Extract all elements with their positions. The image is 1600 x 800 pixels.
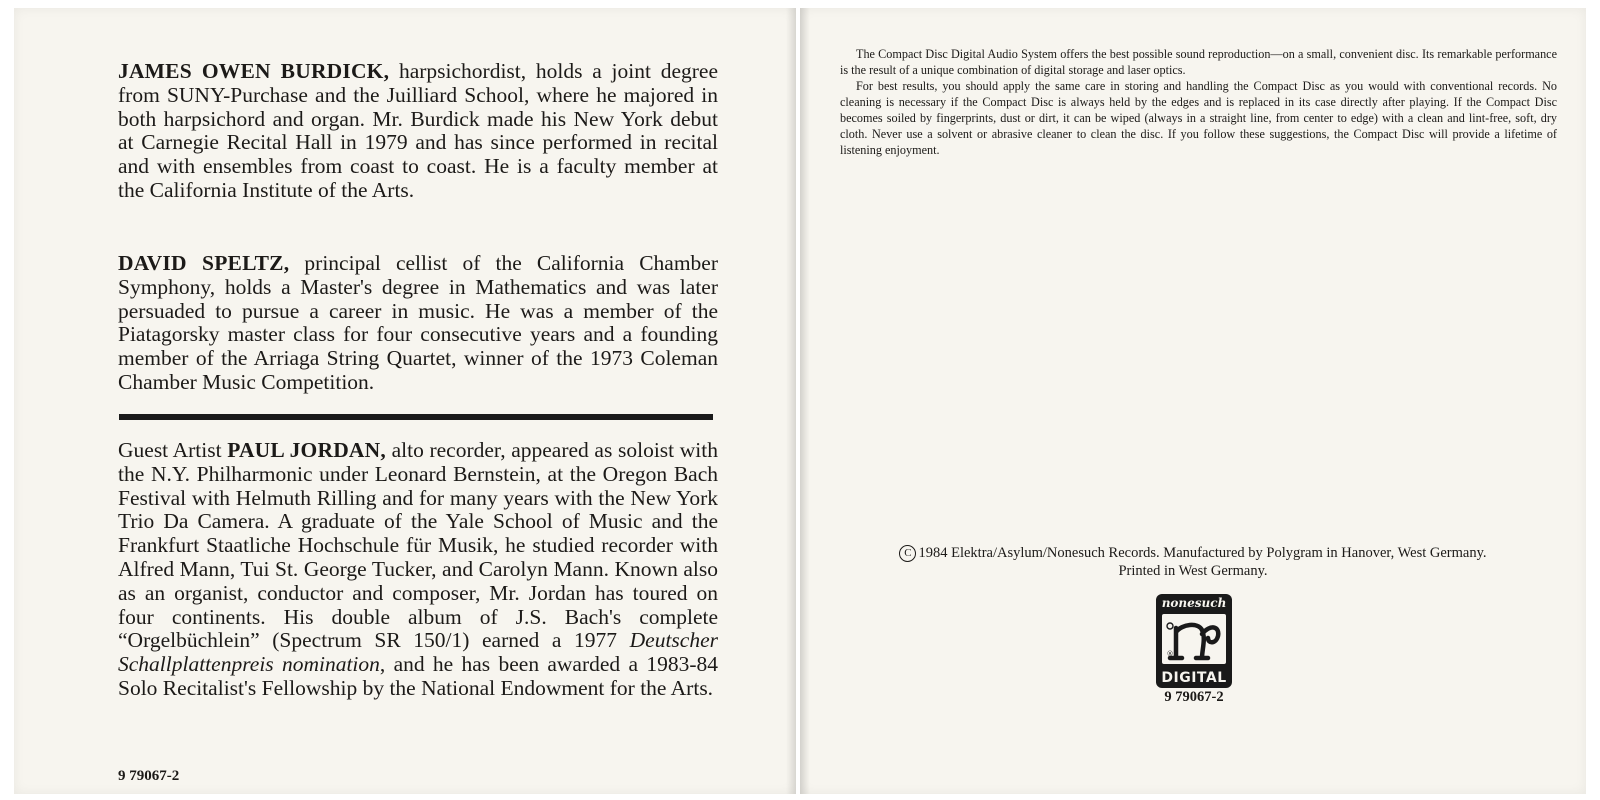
right-page	[800, 8, 1586, 794]
catalog-number: 9 79067-2	[1164, 689, 1224, 705]
catalog-number: 9 79067-2	[118, 768, 180, 784]
bio-name: DAVID SPELTZ,	[118, 251, 290, 275]
copyright-block	[820, 544, 1566, 580]
care-paragraph-2: For best results, you should apply the same care in storing and handling the Compact Disc as you would with conventional records. No cleaning is necessary if the Compact Disc is always held by the edges and is replaced in its case directly after playing. If the Compact Disc becomes soiled by fingerprints, dust or dirt, it can be wiped (always in a straight line, from center to edge) with a clean and lint-free, soft, dry cloth. Never use a solvent or abrasive cleaner to clean the disc. If you follow these suggestions, the Compact Disc will provide a lifetime of listening enjoyment.	[840, 79, 1557, 157]
bio-jordan	[118, 439, 718, 701]
bio-text: harpsichordist, holds a joint degree from SUNY-Purchase and the Juilliard School, where he majored in both harpsichord and organ. Mr. Burdick made his New York debut at Carnegie Recital Hall in 1979 and has since performed in recital and with ensembles from coast to coast. He is a faculty member at the California Institute of the Arts.	[118, 59, 718, 202]
bio-name: JAMES OWEN BURDICK,	[118, 59, 390, 83]
bio-speltz	[118, 252, 718, 395]
logo-badge	[1156, 594, 1232, 688]
copyright-text: 1984 Elektra/Asylum/Nonesuch Records. Manufactured by Polygram in Hanover, West Germany.	[918, 545, 1487, 561]
logo-wordmark: nonesuch	[1161, 596, 1227, 610]
bio-text: alto recorder, appeared as soloist with the N.Y. Philharmonic under Leonard Bernstein, at the Oregon Bach Festival with Helmuth Rilling and for many years with the New York Trio Da Camera. A graduate of the Yale School of Music and the Frankfurt Staatliche Hochschule für Musik, he studied recorder with Alfred Mann, Tui St. George Tucker, and Carolyn Mann. Known also as an organist, conductor and composer, Mr. Jordan has toured on four continents. His double album of J.S. Bach's complete “Orgelbüchlein” (Spectrum SR 150/1) earned a 1977	[118, 438, 718, 653]
bio-burdick	[118, 60, 718, 203]
copyright-line	[820, 544, 1566, 562]
gutter-shadow	[786, 8, 796, 794]
gutter-shadow	[800, 8, 810, 794]
care-paragraph-1: The Compact Disc Digital Audio System offers the best possible sound reproduction—on a small, convenient disc. Its remarkable performance is the result of a unique combination of digital storage and laser optics.	[840, 47, 1557, 77]
bio-name: PAUL JORDAN,	[227, 438, 386, 462]
copyright-icon: C	[899, 545, 916, 562]
bio-prefix: Guest Artist	[118, 438, 228, 462]
left-page	[14, 8, 796, 794]
cd-care-notice	[840, 46, 1557, 158]
registered-mark: ®	[1166, 650, 1174, 658]
divider-rule	[119, 414, 713, 420]
nonesuch-n-icon	[1162, 614, 1226, 664]
logo-digital-label: DIGITAL	[1161, 670, 1227, 686]
bio-text: principal cellist of the California Chamber Symphony, holds a Master's degree in Mathematics and was later persuaded to pursue a career in music. He was a member of the Piatagorsky master class for four consecutive years and a founding member of the Arriaga String Quartet, winner of the 1973 Coleman Chamber Music Competition.	[118, 251, 718, 394]
nonesuch-digital-logo	[1156, 594, 1232, 706]
printed-in-line: Printed in West Germany.	[1118, 563, 1268, 579]
bio-italic-award: Deutscher Schallplattenpreis nomination	[118, 628, 718, 677]
bio-text-end: , and he has been awarded a 1983-84 Solo Recitalist's Fellowship by the National Endowment for the Arts.	[118, 652, 718, 700]
